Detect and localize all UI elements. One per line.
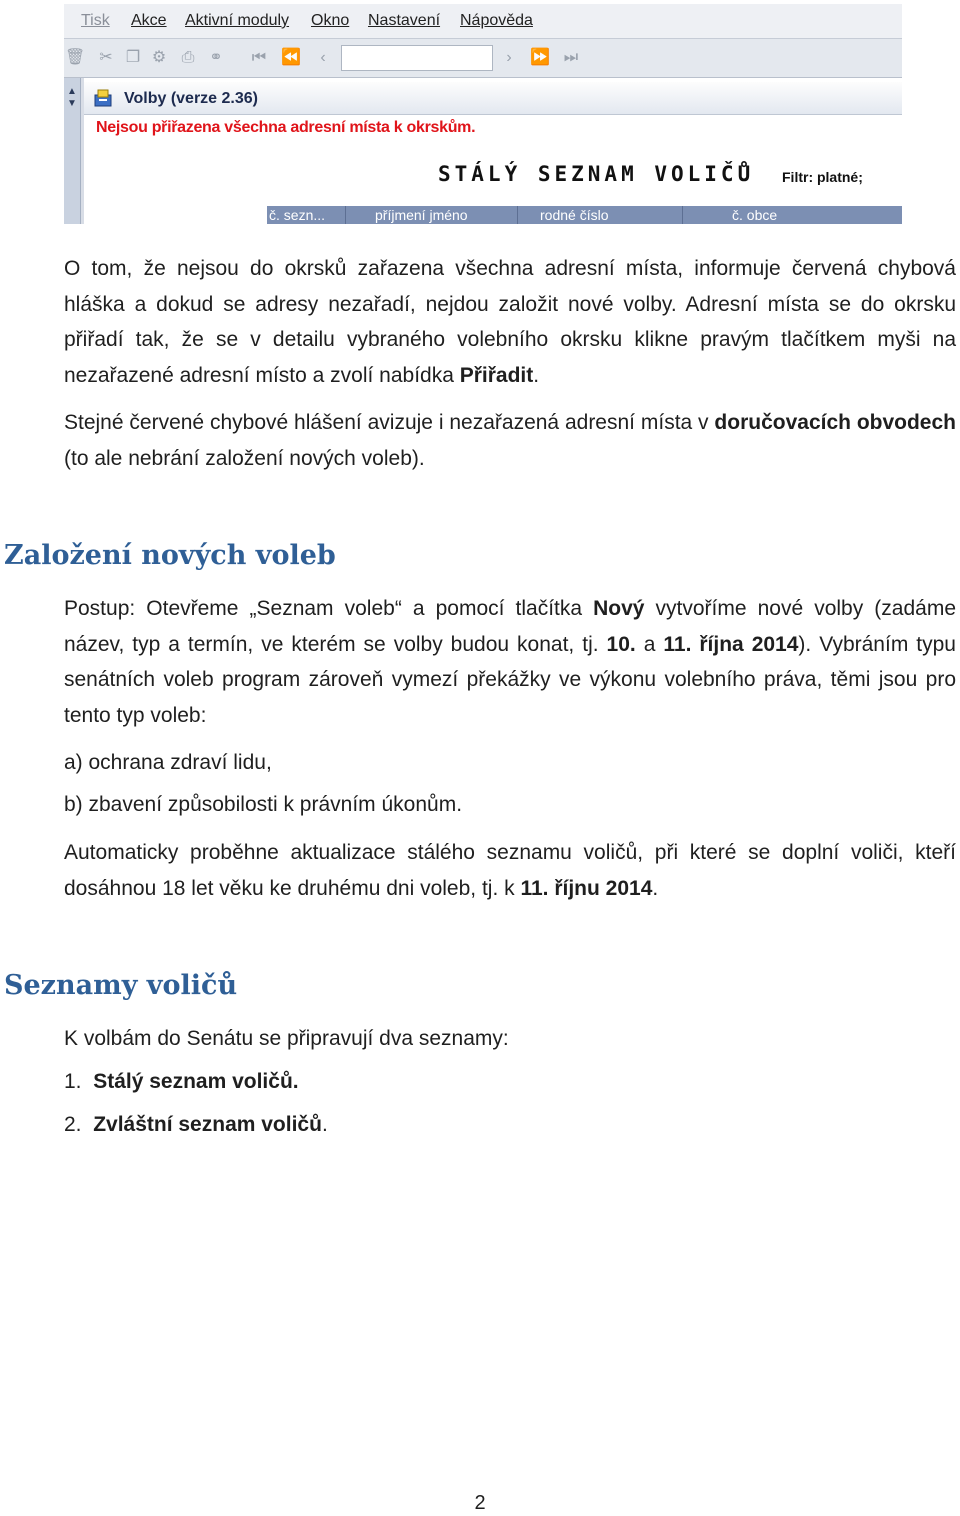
menu-akce[interactable]: Akce [131, 12, 167, 29]
list-item: a) ochrana zdraví lidu, [64, 751, 272, 774]
menu-nastaveni[interactable]: Nastavení [368, 12, 441, 29]
fast-forward-icon[interactable]: ⏩ [530, 49, 550, 66]
paragraph-error-info: O tom, že nejsou do okrsků zařazena všechna adresní místa, informuje červená chybová hláška a dokud se adresy nezařadí, nejdou založit nové volby. Adresní místa se do okrsku přiřadí tak, že se v detailu vybraného volebního okrsku klikne pravým tlačítkem myši na nezařazené adresní místo a zvolí nabídka Přiřadit. [64, 257, 956, 387]
heading-new-elections: Založení nových voleb [4, 540, 336, 571]
side-strip [64, 78, 81, 224]
column-divider[interactable] [345, 206, 346, 224]
record-field[interactable] [341, 45, 493, 71]
column-header[interactable]: č. obce [732, 207, 778, 223]
paragraph-auto-update: Automaticky proběhne aktualizace stálého seznamu voličů, při které se doplní voliči, kteří dosáhnou 18 let věku ke druhému dni voleb, tj. k 11. říjnu 2014. [64, 841, 956, 900]
list-item: b) zbavení způsobilosti k právním úkonům. [64, 793, 463, 816]
menu-tisk[interactable]: Tisk [81, 12, 110, 29]
filter-label: Filtr: platné; [782, 169, 863, 185]
next-icon[interactable]: › [506, 49, 512, 66]
list-item: 2. Zvláštní seznam voličů. [64, 1113, 328, 1136]
paragraph-procedure: Postup: Otevřeme „Seznam voleb“ a pomocí tlačítka Nový vytvoříme nové volby (zadáme název, typ a termín, ve kterém se volby budou konat, tj. 10. a 11. října 2014). Vybráním typu senátních voleb program zároveň vymezí překážky ve výkonu volebního práva, těmi jsou pro tento typ voleb: [64, 597, 956, 727]
menu-aktivni-moduly[interactable]: Aktivní moduly [185, 12, 290, 29]
binoculars-icon[interactable]: ⚭ [209, 49, 223, 66]
column-header[interactable]: příjmení jméno [375, 207, 468, 223]
column-header[interactable]: rodné číslo [540, 207, 609, 223]
column-header[interactable]: č. sezn... [269, 207, 326, 223]
window-title: Volby (verze 2.36) [124, 90, 258, 107]
window-titlebar [84, 82, 902, 115]
error-message: Nejsou přiřazena všechna adresní místa k okrskům. [96, 119, 476, 136]
settings-icon[interactable]: ⚙ [151, 49, 167, 66]
column-divider[interactable] [517, 206, 518, 224]
previous-icon[interactable]: ‹ [320, 49, 326, 66]
page-number: 2 [474, 1492, 486, 1514]
menu-okno[interactable]: Okno [311, 12, 350, 29]
cut-icon[interactable]: ✂ [99, 49, 113, 66]
last-record-icon[interactable]: ⏭ [563, 49, 579, 66]
column-divider[interactable] [682, 206, 683, 224]
voters-panel [84, 78, 902, 224]
rewind-icon[interactable]: ⏪ [281, 49, 301, 66]
app-screenshot [64, 4, 902, 224]
heading-voter-lists: Seznamy voličů [4, 970, 238, 1001]
print-icon[interactable]: ⎙ [181, 49, 195, 66]
menu-bar [64, 4, 902, 39]
paragraph-two-lists: K volbám do Senátu se připravují dva seznamy: [64, 1027, 509, 1050]
paragraph-delivery-districts: Stejné červené chybové hlášení avizuje i nezařazená adresní místa v doručovacích obvodech (to ale nebrání založení nových voleb). [64, 411, 956, 470]
arrow-up-icon[interactable]: ▲ [67, 86, 77, 97]
list-item: 1. Stálý seznam voličů. [64, 1070, 299, 1093]
table-header [267, 206, 902, 224]
toolbar [64, 39, 902, 78]
menu-napoveda[interactable]: Nápověda [460, 12, 533, 29]
copy-icon[interactable]: ❐ [125, 49, 141, 66]
list-banner: STÁLÝ SEZNAM VOLIČŮ [438, 162, 755, 186]
first-record-icon[interactable]: ⏮ [251, 49, 267, 66]
trash-icon[interactable]: 🗑 [65, 49, 86, 66]
ballot-icon [94, 89, 112, 107]
arrow-down-icon[interactable]: ▼ [67, 98, 77, 109]
